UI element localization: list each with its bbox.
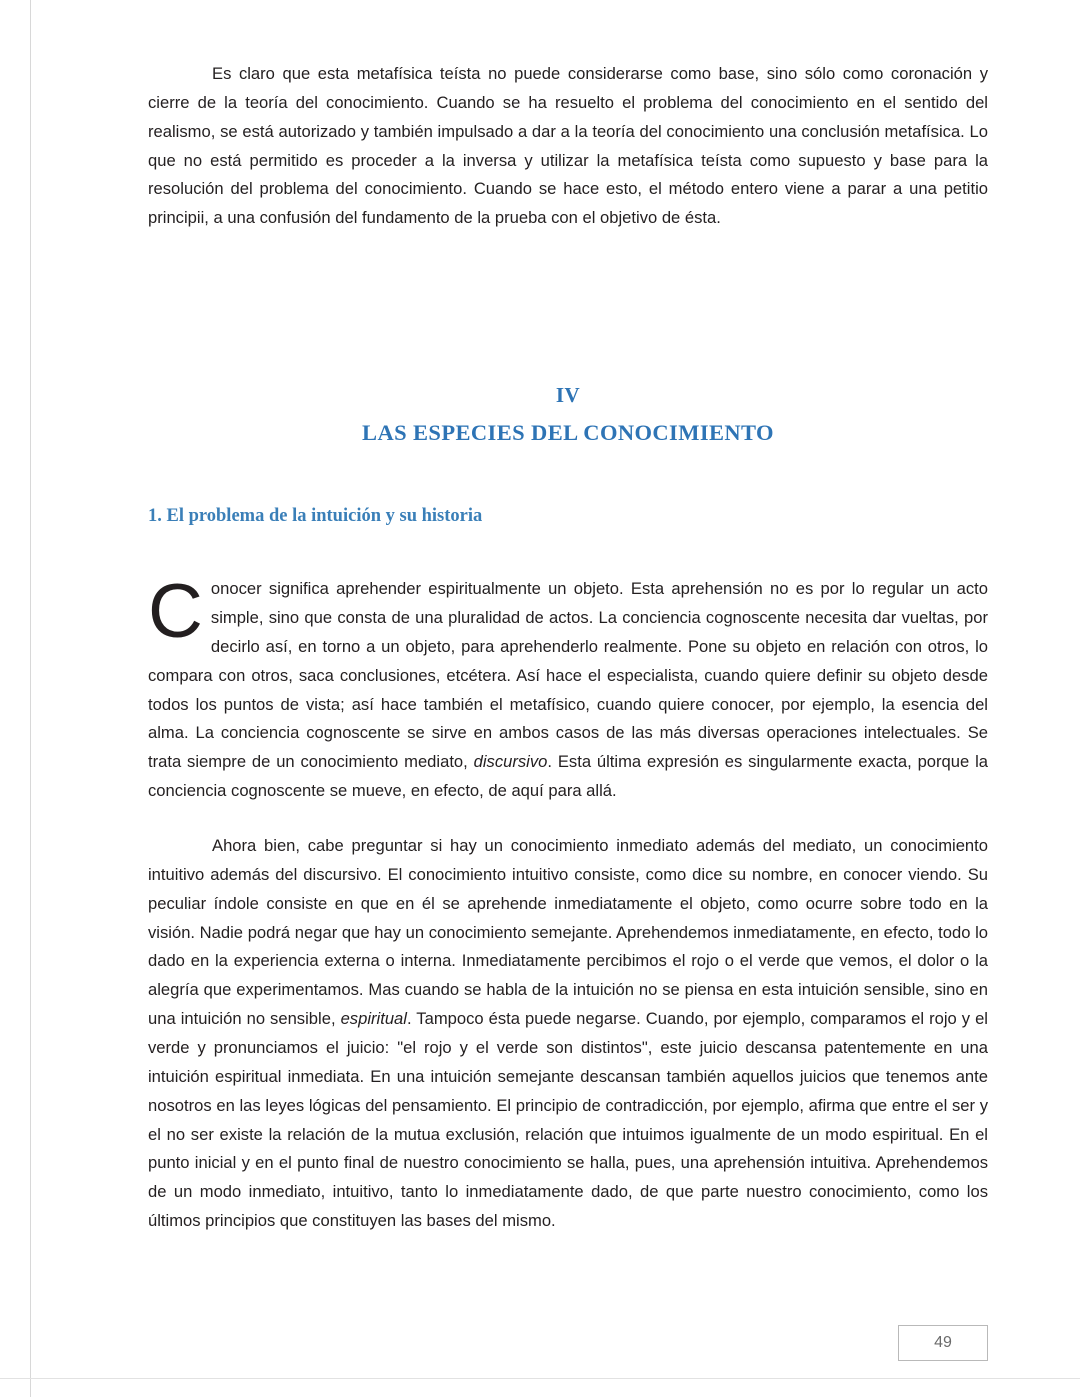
page-content	[148, 60, 988, 1236]
vertical-spacer	[148, 233, 988, 383]
page-number-value: 49	[934, 1334, 952, 1351]
paragraph-conocer-emphasis: discursivo	[473, 752, 548, 772]
drop-cap-letter: C	[148, 569, 203, 655]
paragraph-ahora-bien-part2: . Tampoco ésta puede negarse. Cuando, por ejemplo, comparamos el rojo y el verde y pronunciamos el juicio: "el rojo y el verde son distintos", este juicio descansa patentemente en una intuición espiritual inmediata. En una intuición semejante descansan también aquellos juicios que tenemos ante nosotros en las leyes lógicas del pensamiento. El principio de contradicción, por ejemplo, afirma que entre el ser y el no ser existe la relación de la mutua exclusión, relación que intuimos igualmente de un modo espiritual. En el punto inicial y en el punto final de nuestro conocimiento se halla, pues, una aprehensión intuitiva. Aprehendemos de un modo inmediato, intuitivo, tanto lo inmediatamente dado, de que parte nuestro conocimiento, como los últimos principios que constituyen las bases del mismo.	[148, 1009, 988, 1231]
paragraph-conocer-part2: . Esta última expresión es singularmente exacta, porque la conciencia cognoscente se mueve, en efecto, de aquí para allá.	[148, 752, 988, 801]
paragraph-ahora-bien	[148, 832, 988, 1236]
chapter-number: IV	[555, 383, 581, 408]
paragraph-ahora-bien-part1: Ahora bien, cabe preguntar si hay un conocimiento inmediato además del mediato, un conocimiento intuitivo además del discursivo. El conocimiento intuitivo consiste, como dice su nombre, en conocer viendo. Su peculiar índole consiste en que en él se aprehende inmediatamente el objeto, como ocurre sobre todo en la visión. Nadie podrá negar que hay un conocimiento semejante. Aprehendemos inmediatamente, en efecto, todo lo dado en la experiencia externa o interna. Inmediatamente percibimos el rojo o el verde que vemos, el dolor o la alegría que experimentamos. Mas cuando se habla de la intuición no se piensa en esta intuición sensible, sino en una intuición no sensible,	[148, 836, 988, 1029]
paragraph-gap	[148, 806, 988, 832]
footer-divider	[0, 1378, 1080, 1379]
paragraph-conocer-part1: onocer significa aprehender espiritualmente un objeto. Esta aprehensión no es por lo regular un acto simple, sino que consta de una pluralidad de actos. La conciencia cognoscente necesita dar vueltas, por decirlo así, en torno a un objeto, para aprehenderlo realmente. Pone su objeto en relación con otros, lo compara con otros, saca conclusiones, etcétera. Así hace el especialista, cuando quiere definir su objeto desde todos los puntos de vista; así hace también el metafísico, cuando quiere conocer, por ejemplo, la esencia del alma. La conciencia cognoscente se sirve en ambos casos de las más diversas operaciones intelectuales. Se trata siempre de un conocimiento mediato,	[148, 579, 988, 772]
chapter-title: LAS ESPECIES DEL CONOCIMIENTO	[362, 420, 774, 446]
chapter-header	[148, 383, 988, 446]
paragraph-conocer	[148, 569, 988, 806]
paragraph-ahora-bien-emphasis: espiritual	[340, 1009, 407, 1029]
page-binding-edge	[0, 0, 31, 1397]
page-number	[898, 1325, 988, 1361]
section-heading: 1. El problema de la intuición y su historia	[148, 506, 483, 527]
paragraph-intro: Es claro que esta metafísica teísta no puede considerarse como base, sino sólo como coronación y cierre de la teoría del conocimiento. Cuando se ha resuelto el problema del conocimiento en el sentido del realismo, se está autorizado y también impulsado a dar a la teoría del conocimiento una conclusión metafísica. Lo que no está permitido es proceder a la inversa y utilizar la metafísica teísta como supuesto y base para la resolución del problema del conocimiento. Cuando se hace esto, el método entero viene a parar a una petitio principii, a una confusión del fundamento de la prueba con el objetivo de ésta.	[148, 64, 988, 228]
